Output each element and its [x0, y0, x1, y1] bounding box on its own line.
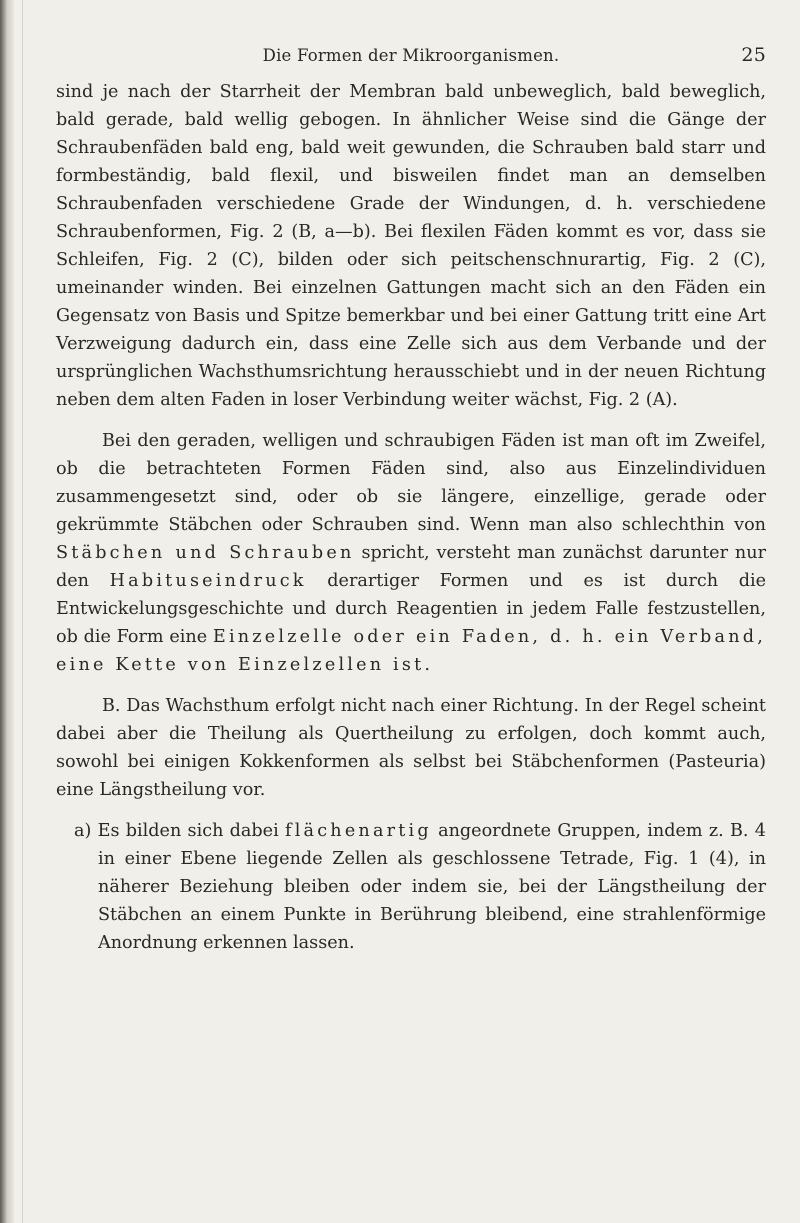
paragraph-1-text: sind je nach der Starrheit der Membran bald unbeweglich, bald beweglich, bald gerade, bald wellig gebogen. In ähnlicher Weise sind die Gänge der Schraubenfäden bald eng, bald weit gewunden, die Schrauben bald starr und formbeständig, bald flexil, und bisweilen findet man an demselben Schraubenfaden verschiedene Grade der Windungen, d. h. verschiedene Schraubenformen, Fig. 2 (B, a—b). Bei flexilen Fäden kommt es vor, dass sie Schleifen, Fig. 2 (C), bilden oder sich peitschenschnurartig, Fig. 2 (C), umeinander winden. Bei einzelnen Gattungen macht sich an den Fäden ein Gegensatz von Basis und Spitze bemerkbar und bei einer Gattung tritt eine Art Verzweigung dadurch ein, dass eine Zelle sich aus dem Verbande und der ursprünglichen Wachsthumsrichtung herausschiebt und in der neuen Richtung neben dem alten Faden in loser Verbindung weiter wächst, Fig. 2 (A). — [56, 82, 766, 410]
running-header — [56, 38, 766, 78]
page-gutter-line — [22, 0, 23, 1223]
paragraph-3-text: B. Das Wachsthum erfolgt nicht nach einer Richtung. In der Regel scheint dabei aber die Theilung als Quertheilung zu erfolgen, doch kommt auch, sowohl bei einigen Kokkenformen als selbst bei Stäbchenformen (Pasteuria) eine Längstheilung vor. — [56, 696, 766, 800]
paragraph-4-text-a: a) Es bilden sich dabei — [74, 821, 285, 841]
paragraph-2-text-c: derartiger Formen und es ist durch die Entwickelungsgeschichte und durch Reagentien in jedem Falle festzustellen, ob die Form eine — [56, 571, 766, 647]
emphasis-einzelzelle: Einzelzelle oder ein Faden, d. h. ein Verband, eine Kette von Einzelzellen ist. — [56, 627, 766, 675]
paragraph-3 — [56, 692, 766, 804]
page-number: 25 — [741, 44, 766, 66]
paragraph-2 — [56, 427, 766, 679]
emphasis-flaechenartig: flächenartig — [285, 821, 432, 841]
running-title: Die Formen der Mikroorganismen. — [262, 46, 560, 65]
book-spine-shadow — [0, 0, 14, 1223]
emphasis-habituseindruck: Habituseindruck — [109, 571, 307, 591]
emphasis-staebchen-schrauben: Stäbchen und Schrauben — [56, 543, 355, 563]
paragraph-1 — [56, 78, 766, 414]
paragraph-2-text-b: spricht, versteht man zunächst darunter nur den — [56, 543, 766, 591]
paragraph-4-text-b: angeordnete Gruppen, indem z. B. 4 in einer Ebene liegende Zellen als geschlossene Tetrade, Fig. 1 (4), in näherer Beziehung bleiben oder indem sie, bei der Längstheilung der Stäbchen an einem Punkte in Berührung bleibend, eine strahlenförmige Anordnung erkennen lassen. — [98, 821, 766, 953]
paragraph-4-list-item-a — [56, 817, 766, 957]
book-page — [56, 38, 766, 957]
paragraph-2-text-a: Bei den geraden, welligen und schraubigen Fäden ist man oft im Zweifel, ob die betrachteten Formen Fäden sind, also aus Einzelindividuen zusammengesetzt sind, oder ob sie längere, einzellige, gerade oder gekrümmte Stäbchen oder Schrauben sind. Wenn man also schlechthin von — [56, 431, 766, 535]
